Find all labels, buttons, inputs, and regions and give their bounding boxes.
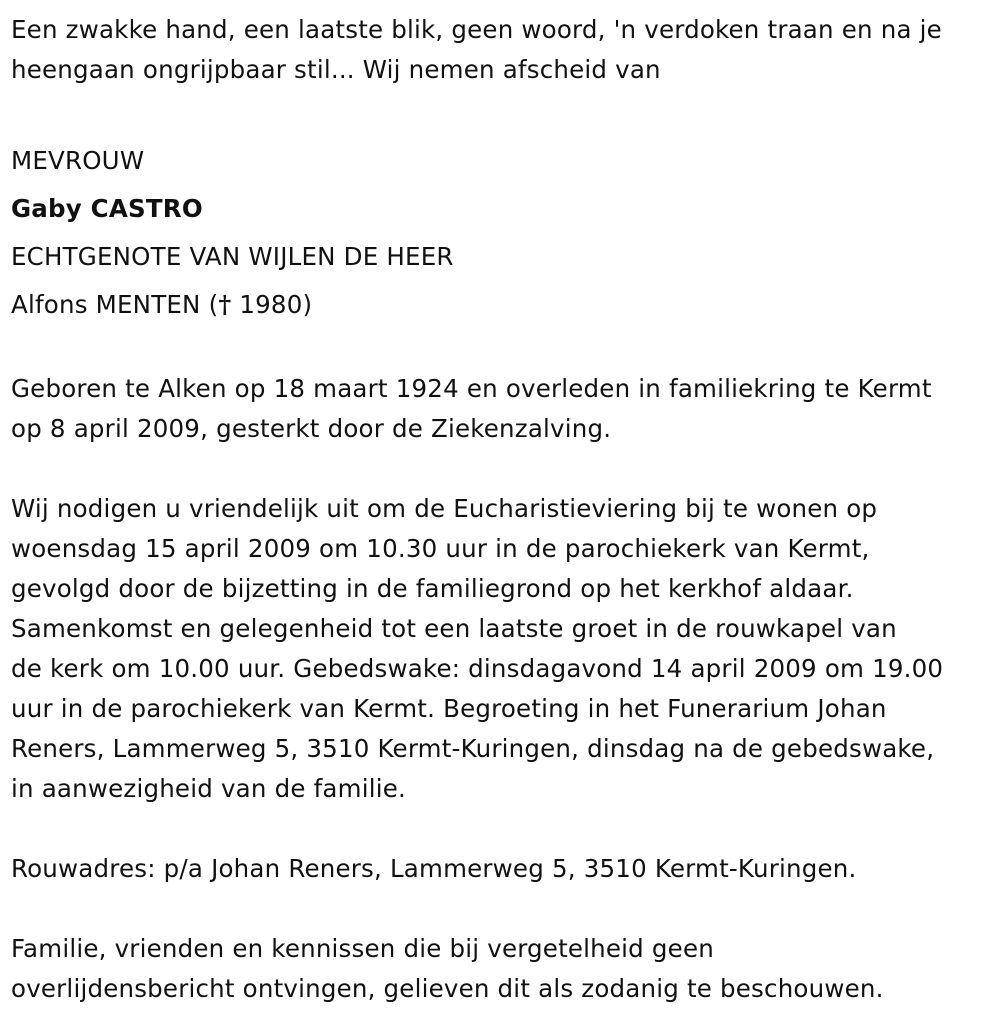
closing-line: overlijdensbericht ontvingen, gelieven dit als zodanig te beschouwen. <box>11 974 884 1003</box>
spacer <box>11 889 996 929</box>
closing-paragraph <box>11 929 996 1009</box>
service-line: Reners, Lammerweg 5, 3510 Kermt-Kuringen, dinsdag na de gebedswake, <box>11 734 935 763</box>
intro-paragraph <box>11 10 996 90</box>
honorific: MEVROUW <box>11 146 145 175</box>
spacer <box>11 809 996 849</box>
service-line: woensdag 15 april 2009 om 10.30 uur in de parochiekerk van Kermt, <box>11 534 870 563</box>
service-line: gevolgd door de bijzetting in de familiegrond op het kerkhof aldaar. <box>11 574 854 603</box>
service-line: in aanwezigheid van de familie. <box>11 774 406 803</box>
birth-death-paragraph <box>11 369 996 449</box>
spouse-line <box>11 281 996 329</box>
relation-text: ECHTGENOTE VAN WIJLEN DE HEER <box>11 242 454 271</box>
address-paragraph <box>11 849 996 889</box>
service-line: Wij nodigen u vriendelijk uit om de Eucharistieviering bij te wonen op <box>11 494 878 523</box>
obituary-notice <box>11 10 996 1009</box>
service-line: Samenkomst en gelegenheid tot een laatste groet in de rouwkapel van <box>11 614 897 643</box>
closing-line: Familie, vrienden en kennissen die bij vergetelheid geen <box>11 934 714 963</box>
service-paragraph <box>11 489 996 809</box>
spacer <box>11 449 996 489</box>
spouse-name: Alfons MENTEN ( <box>11 290 219 319</box>
cross-icon: † <box>218 290 232 319</box>
spacer <box>11 90 996 130</box>
deceased-block <box>11 137 996 329</box>
birth-death-line: op 8 april 2009, gesterkt door de Ziekenzalving. <box>11 414 612 443</box>
spouse-death-year: 1980) <box>231 290 313 319</box>
birth-death-line: Geboren te Alken op 18 maart 1924 en overleden in familiekring te Kermt <box>11 374 932 403</box>
mourning-address: Rouwadres: p/a Johan Reners, Lammerweg 5, 3510 Kermt-Kuringen. <box>11 854 857 883</box>
service-line: de kerk om 10.00 uur. Gebedswake: dinsdagavond 14 april 2009 om 19.00 <box>11 654 944 683</box>
spacer <box>11 343 996 369</box>
service-line: uur in de parochiekerk van Kermt. Begroeting in het Funerarium Johan <box>11 694 887 723</box>
deceased-name: Gaby CASTRO <box>11 194 203 223</box>
intro-line: heengaan ongrijpbaar stil... Wij nemen afscheid van <box>11 55 661 84</box>
intro-line: Een zwakke hand, een laatste blik, geen woord, 'n verdoken traan en na je <box>11 15 942 44</box>
